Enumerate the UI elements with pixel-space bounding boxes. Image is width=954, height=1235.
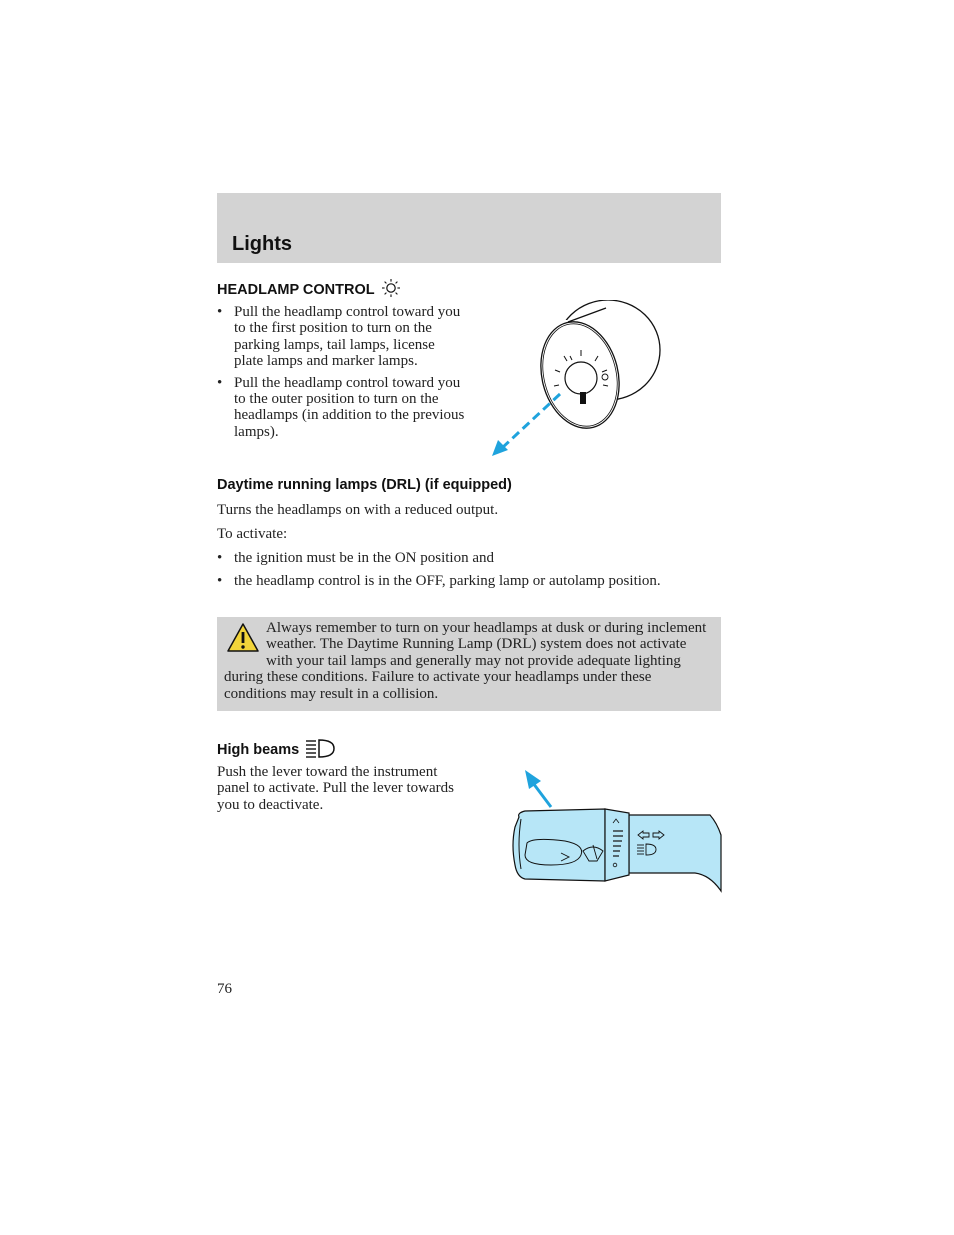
turn-signal-lever-illustration <box>505 765 723 895</box>
drl-bullet-list <box>217 550 677 590</box>
page-number: 76 <box>217 981 232 997</box>
sun-headlamp-icon <box>380 278 402 298</box>
chapter-header <box>217 193 721 263</box>
knob-body <box>530 300 660 437</box>
high-beam-icon <box>304 738 336 758</box>
list-item: • Pull the headlamp control toward you to the outer position to turn on the headlamps (in addition to the previous lamps). <box>217 374 465 440</box>
headlamp-heading <box>217 278 402 298</box>
lever-body <box>513 809 721 891</box>
high-beams-heading <box>217 738 336 758</box>
headlamp-heading-text: HEADLAMP CONTROL <box>217 282 375 298</box>
high-beams-text: Push the lever toward the instrument panel to activate. Pull the lever towards you to deactivate. <box>217 764 455 813</box>
headlamp-bullet-list <box>217 304 467 440</box>
warning-text: Always remember to turn on your headlamps at dusk or during inclement weather. The Daytime Running Lamp (DRL) system does not activate with your tail lamps and generally may not provide adequate lighting during these conditions. Failure to activate your headlamps under these conditions may result in a collision. <box>224 620 707 702</box>
high-beams-heading-text: High beams <box>217 742 300 758</box>
headlamp-knob-illustration <box>488 300 668 460</box>
push-arrow <box>525 770 551 807</box>
pull-arrow <box>492 394 560 456</box>
drl-heading: Daytime running lamps (DRL) (if equipped) <box>217 477 512 493</box>
warning-box <box>217 617 721 711</box>
drl-intro: Turns the headlamps on with a reduced output. <box>217 502 499 518</box>
list-item: • Pull the headlamp control toward you to the first position to turn on the parking lamps, tail lamps, license plate lamps and marker lamps. <box>217 304 461 370</box>
list-item: • the headlamp control is in the OFF, parking lamp or autolamp position. <box>217 573 661 590</box>
warning-triangle-icon <box>224 620 262 654</box>
drl-activate-label: To activate: <box>217 526 288 542</box>
list-item: • the ignition must be in the ON position and <box>217 550 494 566</box>
chapter-title: Lights <box>232 233 292 255</box>
